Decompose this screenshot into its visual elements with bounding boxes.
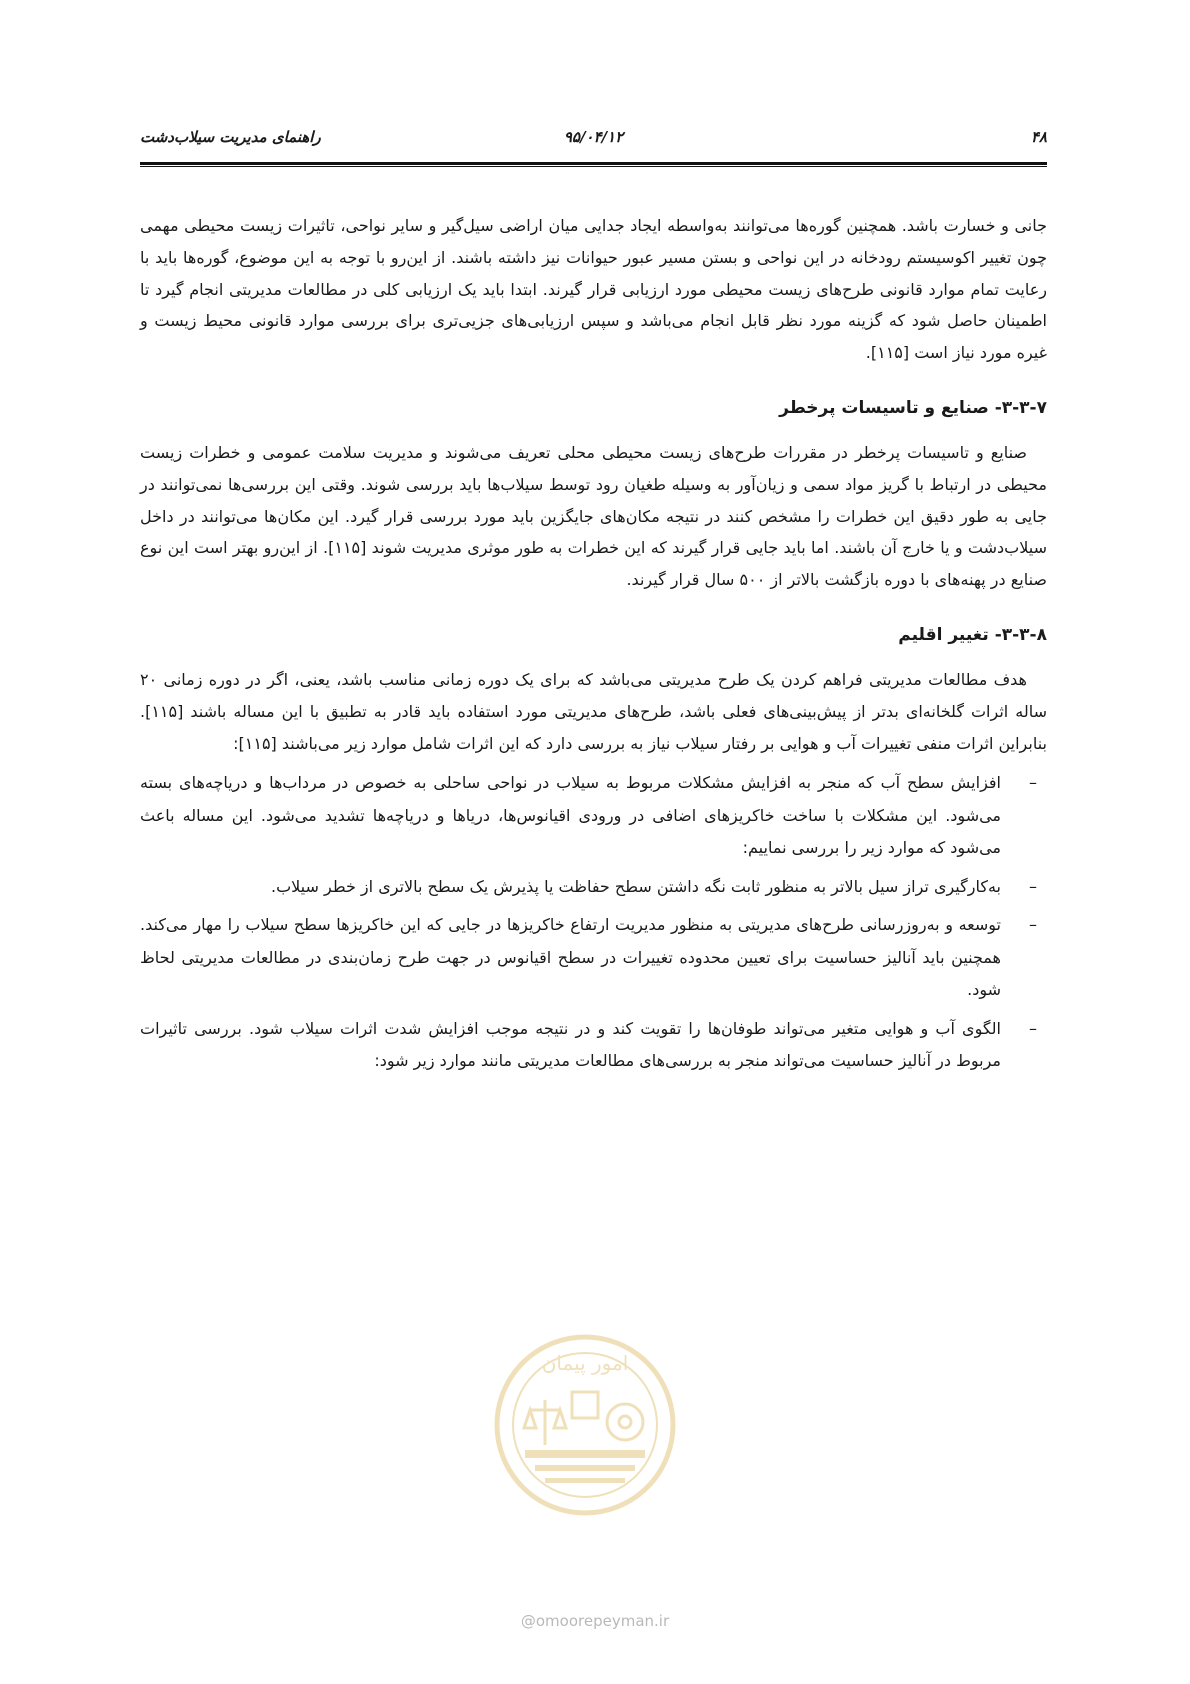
bullet-list	[140, 767, 1047, 1078]
header-date: ۹۵/۰۴/۱۲	[563, 128, 624, 146]
header-rule	[140, 162, 1047, 167]
bullet-dash: –	[1029, 1018, 1037, 1038]
list-item	[140, 767, 1047, 865]
section-8-paragraph: هدف مطالعات مدیریتی فراهم کردن یک طرح مدیریتی می‌باشد که برای یک دوره زمانی مناسب باشد، یعنی، اگر در دوره زمانی ۲۰ ساله اثرات گلخانه‌ای بدتر از پیش‌بینی‌های فعلی باشد، طرح‌های مدیریتی مورد استفاده باید قادر به تطبیق با این مساله باشند [۱۱۵]. بنابراین اثرات منفی تغییرات آب و هوایی بر رفتار سیلاب نیاز به بررسی دارد که این اثرات شامل موارد زیر می‌باشند [۱۱۵]:	[140, 669, 1047, 753]
watermark-seal-text: امور پیمان	[541, 1351, 629, 1375]
bullet-text: افزایش سطح آب که منجر به افزایش مشکلات مربوط به سیلاب در نواحی ساحلی به خصوص در مرداب‌ها و دریاچه‌های بسته می‌شود. این مشکلات با ساخت خاکریزهای اضافی در ورودی اقیانوس‌ها، دریاها و دریاچه‌ها تشدید می‌شود. این مساله باعث می‌شود که موارد زیر را بررسی نماییم:	[140, 773, 1001, 858]
list-item	[140, 871, 1047, 904]
bullet-text: به‌کارگیری تراز سیل بالاتر به منظور ثابت نگه داشتن سطح حفاظت یا پذیرش یک سطح بالاتری از خطر سیلاب.	[270, 876, 1001, 896]
page-number: ۴۸	[1030, 128, 1047, 146]
bullet-dash: –	[1029, 876, 1037, 896]
page-body	[140, 210, 1047, 1084]
watermark-url	[0, 1612, 1190, 1630]
watermark-seal-icon	[490, 1330, 680, 1520]
bullet-dash: –	[1029, 915, 1037, 935]
bullet-text: توسعه و به‌روزرسانی طرح‌های مدیریتی به منظور مدیریت ارتفاع خاکریزها در جایی که این خاکریزها سطح سیلاب را مهار می‌کند. همچنین باید آنالیز حساسیت برای تعیین محدوده تغییرات در سطح اقیانوس در جهت طرح زمان‌بندی در مطالعات مدیریتی لحاظ شود.	[140, 915, 1001, 1000]
at-icon: @	[520, 1612, 536, 1630]
section-heading-8: ۳-۳-۸- تغییر اقلیم	[898, 624, 1047, 645]
bullet-dash: –	[1029, 773, 1037, 793]
bullet-text: الگوی آب و هوایی متغیر می‌تواند طوفان‌ها را تقویت کند و در نتیجه موجب افزایش شدت اثرات سیلاب شود. بررسی تاثیرات مربوط در آنالیز حساسیت می‌تواند منجر به بررسی‌های مطالعات مدیریتی مانند موارد زیر شود:	[140, 1018, 1001, 1071]
list-item	[140, 1013, 1047, 1078]
intro-paragraph: جانی و خسارت باشد. همچنین گوره‌ها می‌توانند به‌واسطه ایجاد جدایی میان اراضی سیل‌گیر و سایر نواحی، تاثیرات زیست محیطی مهمی چون تغییر اکوسیستم رودخانه در این نواحی و بستن مسیر عبور حیوانات نیز داشته باشند. از این‌رو با توجه به این موضوع، گوره‌ها باید با رعایت تمام موارد قانونی طرح‌های زیست محیطی مورد ارزیابی قرار گیرند. ابتدا باید یک ارزیابی کلی در مطالعات مدیریتی انجام گیرد تا اطمینان حاصل شود که گزینه مورد نظر قابل انجام می‌باشد و سپس ارزیابی‌های جزیی‌تری برای بررسی موارد قانونی محیط زیست و غیره مورد نیاز است [۱۱۵].	[140, 216, 1047, 363]
watermark-url-text: omoorepeyman.ir	[535, 1612, 670, 1630]
section-heading-7: ۳-۳-۷- صنایع و تاسیسات پرخطر	[779, 397, 1047, 418]
page-header	[140, 128, 1047, 158]
list-item	[140, 909, 1047, 1007]
header-title: راهنمای مدیریت سیلاب‌دشت	[140, 128, 321, 146]
section-7-paragraph: صنایع و تاسیسات پرخطر در مقررات طرح‌های زیست محیطی محلی تعریف می‌شوند و مدیریت سلامت عمومی و خطرات زیست محیطی در ارتباط با گریز مواد سمی و زیان‌آور به وسیله طغیان رود توسط سیلاب‌ها باید بررسی شوند. وقتی این بررسی‌ها نمی‌توانند در جایی به طور دقیق این خطرات را مشخص کنند در نتیجه مکان‌های جایگزین باید مورد بررسی قرار گیرد. این مکان‌ها می‌توانند در داخل سیلاب‌دشت و یا خارج آن باشند. اما باید جایی قرار گیرند که این خطرات به طور موثری مدیریت شوند [۱۱۵]. از این‌رو بهتر است این نوع صنایع در پهنه‌های با دوره بازگشت بالاتر از ۵۰۰ سال قرار گیرند.	[140, 442, 1048, 590]
